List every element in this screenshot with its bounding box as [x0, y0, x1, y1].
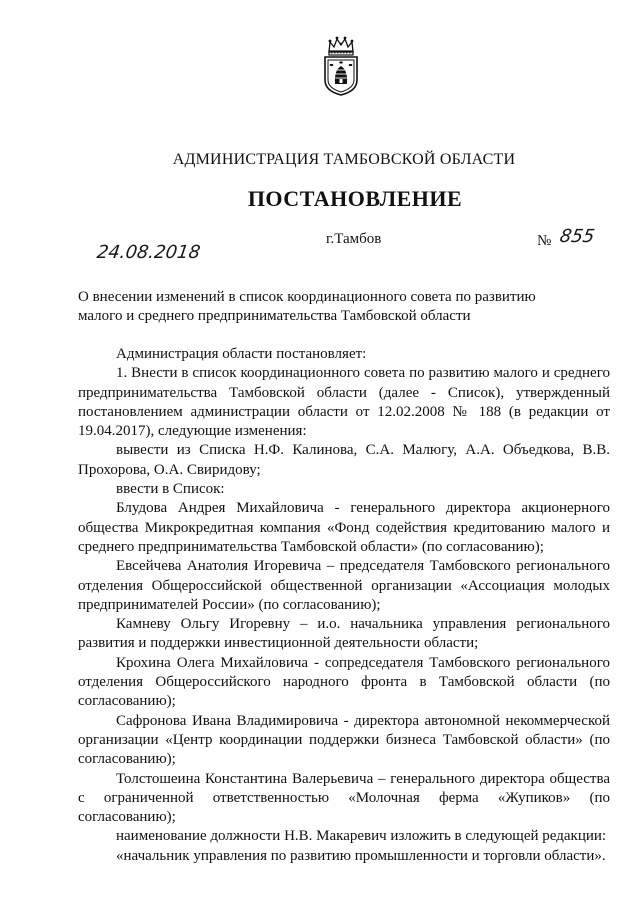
document-body — [78, 345, 610, 866]
body-paragraph: «начальник управления по развитию промышленности и торговли области». — [116, 847, 606, 864]
city-name: г.Тамбов — [326, 231, 382, 247]
handwritten-date: 24.08.2018 — [95, 242, 202, 263]
body-paragraph: Толстошеина Константина Валерьевича – генерального директора общества с ограниченной ответственностью «Молочная ферма «Жупиков» (по согласованию); — [78, 770, 610, 826]
body-paragraph: Евсейчева Анатолия Игоревича – председателя Тамбовского регионального отделения Общероссийской общественной организации «Ассоциация молодых предпринимателей России» (по согласованию); — [78, 558, 610, 613]
handwritten-document-number: 855 — [558, 226, 597, 247]
organization-name: АДМИНИСТРАЦИЯ ТАМБОВСКОЙ ОБЛАСТИ — [172, 151, 516, 168]
body-paragraph: наименование должности Н.В. Макаревич изложить в следующей редакции: — [116, 828, 607, 845]
body-paragraph: вывести из Списка Н.Ф. Калинова, С.А. Малюгу, А.А. Объедкова, В.В. Прохорова, О.А. Свиридову; — [78, 442, 610, 478]
body-paragraph: Сафронова Ивана Владимировича - директора автономной некоммерческой организации «Центр координации поддержки бизнеса Тамбовской области» (по согласованию); — [78, 712, 610, 768]
body-paragraph: ввести в Список: — [116, 481, 225, 498]
body-paragraph: Камневу Ольгу Игоревну – и.о. начальника управления регионального развития и поддержки инвестиционной деятельности области; — [78, 616, 610, 652]
body-paragraph: Блудова Андрея Михайловича - генерального директора акционерного общества Микрокредитная компания «Фонд содействия кредитованию малого и среднего предпринимательства Тамбовской области» (по согласованию); — [78, 500, 610, 555]
coat-of-arms-icon — [321, 34, 361, 96]
document-subject: О внесении изменений в список координационного совета по развитию малого и среднего предпринимательства Тамбовской области — [78, 289, 536, 324]
body-paragraph: Администрация области постановляет: — [116, 346, 367, 362]
number-label: № — [537, 233, 552, 249]
document-type-title: ПОСТАНОВЛЕНИЕ — [247, 186, 463, 211]
body-paragraph: Крохина Олега Михайловича - сопредседателя Тамбовского регионального отделения Общероссийского народного фронта в Тамбовской области (по согласованию); — [78, 654, 610, 710]
body-paragraph: 1. Внести в список координационного совета по развитию малого и среднего предпринимательства Тамбовской области (далее - Список), утвержденный постановлением администрации области от 12.02.2008 № 188 (в редакции от 19.04.2017), следующие изменения: — [78, 365, 610, 440]
